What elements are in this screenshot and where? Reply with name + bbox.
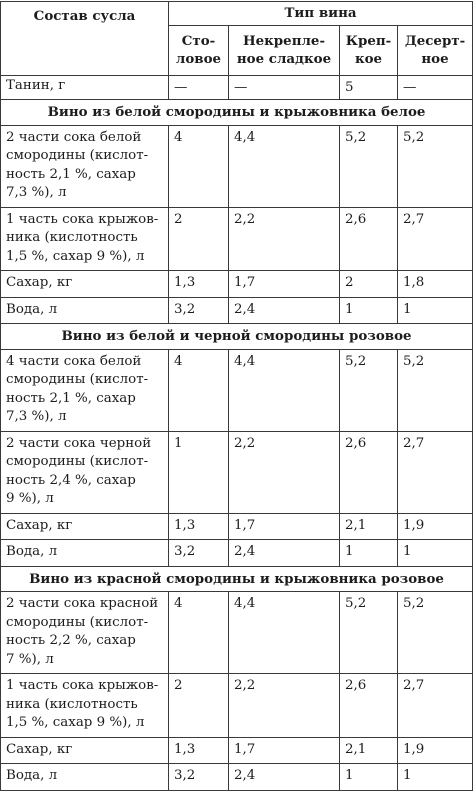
table-row (1, 674, 473, 738)
amount-cell: 4 (169, 592, 229, 674)
table-row (1, 737, 473, 764)
table-row (1, 125, 473, 207)
composition-header: Состав сусла (1, 2, 169, 76)
amount-cell: 4,4 (229, 125, 340, 207)
ingredient-label: 2 части сока красной смородины (кислот- ность 2,2 %, сахар 7 %), л (1, 592, 169, 674)
ingredient-label: 1 часть сока крыжов- ника (кислотность 1,5 %, сахар 9 %), л (1, 207, 169, 271)
wine-type-header: Тип вина (169, 2, 473, 26)
section-title: Вино из белой и черной смородины розовое (1, 324, 473, 350)
section-title-row (1, 324, 473, 350)
table-row (1, 764, 473, 791)
ingredient-label: Сахар, кг (1, 737, 169, 764)
wine-recipe-table (0, 1, 473, 791)
header-row (1, 2, 473, 26)
tannin-value: — (229, 75, 340, 100)
amount-cell: 4,4 (229, 349, 340, 431)
table-row (1, 540, 473, 567)
ingredient-label: Сахар, кг (1, 271, 169, 298)
amount-cell: 2,6 (340, 207, 398, 271)
amount-cell: 1 (398, 764, 473, 791)
amount-cell: 2,4 (229, 540, 340, 567)
amount-cell: 1,7 (229, 513, 340, 540)
amount-cell: 2,2 (229, 674, 340, 738)
amount-cell: 2,6 (340, 431, 398, 513)
ingredient-label: 1 часть сока крыжов- ника (кислотность 1,5 %, сахар 9 %), л (1, 674, 169, 738)
amount-cell: 2 (169, 207, 229, 271)
amount-cell: 5,2 (398, 125, 473, 207)
ingredient-label: 4 части сока белой смородины (кислот- ность 2,1 %, сахар 7,3 %), л (1, 349, 169, 431)
type-semi-sweet: Некрепле- ное сладкое (229, 25, 340, 75)
table-body (1, 75, 473, 790)
amount-cell: 1,3 (169, 271, 229, 298)
table-row (1, 431, 473, 513)
amount-cell: 1 (169, 431, 229, 513)
amount-cell: 2,4 (229, 764, 340, 791)
amount-cell: 2,7 (398, 674, 473, 738)
ingredient-label: 2 части сока белой смородины (кислот- ность 2,1 %, сахар 7,3 %), л (1, 125, 169, 207)
tannin-value: — (398, 75, 473, 100)
table-row (1, 513, 473, 540)
amount-cell: 3,2 (169, 297, 229, 324)
tannin-row (1, 75, 473, 100)
amount-cell: 5,2 (340, 349, 398, 431)
amount-cell: 2,2 (229, 207, 340, 271)
amount-cell: 5,2 (340, 592, 398, 674)
table-row (1, 207, 473, 271)
amount-cell: 4 (169, 125, 229, 207)
amount-cell: 3,2 (169, 764, 229, 791)
amount-cell: 1,9 (398, 513, 473, 540)
type-table-wine: Сто- ловое (169, 25, 229, 75)
amount-cell: 1,7 (229, 737, 340, 764)
amount-cell: 1,8 (398, 271, 473, 298)
amount-cell: 2,1 (340, 737, 398, 764)
amount-cell: 2,6 (340, 674, 398, 738)
tannin-value: — (169, 75, 229, 100)
ingredient-label: 2 части сока черной смородины (кислот- ность 2,4 %, сахар 9 %), л (1, 431, 169, 513)
section-title: Вино из красной смородины и крыжовника розовое (1, 566, 473, 592)
amount-cell: 4,4 (229, 592, 340, 674)
ingredient-label: Вода, л (1, 764, 169, 791)
amount-cell: 1 (398, 297, 473, 324)
table-row (1, 271, 473, 298)
amount-cell: 2,2 (229, 431, 340, 513)
amount-cell: 2,7 (398, 431, 473, 513)
table-row (1, 592, 473, 674)
amount-cell: 1 (340, 764, 398, 791)
ingredient-label: Сахар, кг (1, 513, 169, 540)
amount-cell: 5,2 (398, 592, 473, 674)
section-title-row (1, 566, 473, 592)
amount-cell: 1 (398, 540, 473, 567)
amount-cell: 1 (340, 297, 398, 324)
amount-cell: 5,2 (340, 125, 398, 207)
amount-cell: 1 (340, 540, 398, 567)
amount-cell: 2,1 (340, 513, 398, 540)
amount-cell: 2 (340, 271, 398, 298)
ingredient-label: Вода, л (1, 297, 169, 324)
amount-cell: 1,9 (398, 737, 473, 764)
type-dessert: Десерт- ное (398, 25, 473, 75)
amount-cell: 5,2 (398, 349, 473, 431)
amount-cell: 2 (169, 674, 229, 738)
amount-cell: 4 (169, 349, 229, 431)
table-row (1, 349, 473, 431)
type-fortified: Креп- кое (340, 25, 398, 75)
section-title: Вино из белой смородины и крыжовника белое (1, 100, 473, 126)
amount-cell: 2,4 (229, 297, 340, 324)
section-title-row (1, 100, 473, 126)
table-row (1, 297, 473, 324)
amount-cell: 1,7 (229, 271, 340, 298)
amount-cell: 2,7 (398, 207, 473, 271)
amount-cell: 3,2 (169, 540, 229, 567)
amount-cell: 1,3 (169, 513, 229, 540)
amount-cell: 1,3 (169, 737, 229, 764)
ingredient-label: Вода, л (1, 540, 169, 567)
tannin-value: 5 (340, 75, 398, 100)
tannin-label: Танин, г (1, 75, 169, 100)
